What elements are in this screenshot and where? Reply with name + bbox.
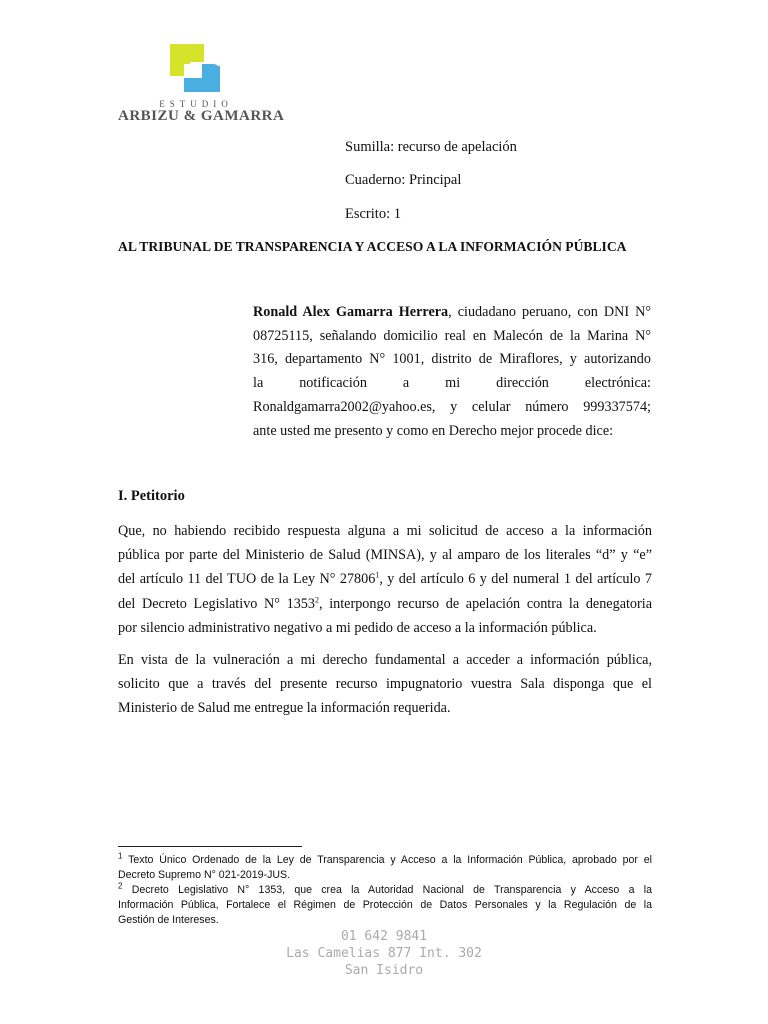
petitioner-name: Ronald Alex Gamarra Herrera <box>253 304 449 320</box>
para2-line-2: solicito que a través del presente recurso impugnatorio vuestra Sala disponga que el <box>118 676 652 693</box>
petitorio-paragraph-1 <box>118 519 652 640</box>
para2-line-1: En vista de la vulneración a mi derecho fundamental a acceder a información pública, <box>118 652 652 668</box>
para1-line-5: por silencio administrativo negativo a mi pedido de acceso a la información pública. <box>118 619 597 636</box>
intro-line-1: Ronald Alex Gamarra Herrera, ciudadano peruano, con DNI N° <box>253 304 651 320</box>
para1-line-4: del Decreto Legislativo N° 1353$^2$, interpongo recurso de apelación contra la denegatoria <box>118 594 652 612</box>
intro-line-3: 316, departamento N° 1001, distrito de Miraflores, y autorizando <box>253 351 651 368</box>
para1-line-3: del artículo 11 del TUO de la Ley N° 27806$^1$, y del artículo 6 y del numeral 1 del artículo 7 <box>118 570 652 588</box>
footnote-ref-2[interactable]: 2 <box>315 594 319 604</box>
logo-firm-name: ARBIZU & GAMARRA <box>118 108 285 124</box>
intro-line-2: 08725115, señalando domicilio real en Malecón de la Marina N° <box>253 327 651 344</box>
footer-district: San Isidro <box>344 963 424 978</box>
footer-phone: 01 642 9841 <box>340 929 428 944</box>
footer-address: Las Camelias 877 Int. 302 <box>286 946 482 961</box>
petitorio-paragraph-2 <box>118 648 652 721</box>
footnote-2-number: 2 <box>118 881 123 891</box>
firm-logo-mark <box>164 42 222 94</box>
footnote-1: $^1$ Texto Único Ordenado de la Ley de Transparencia y Acceso a la Información Pública, aprobado por el Decreto Supremo N° 021-2019-JUS. <box>118 851 652 881</box>
sumilla-line: Sumilla: recurso de apelación <box>345 139 517 155</box>
footnote-ref-1[interactable]: 1 <box>375 570 380 580</box>
intro-paragraph <box>253 301 651 443</box>
para1-line-1: Que, no habiendo recibido respuesta alguna a mi solicitud de acceso a la información <box>118 523 652 539</box>
intro-line-5: Ronaldgamarra2002@yahoo.es, y celular número 999337574; <box>253 398 651 415</box>
footnote-1-number: 1 <box>118 851 123 861</box>
intro-line-6: ante usted me presento y como en Derecho mejor procede dice: <box>253 422 614 439</box>
para2-line-3: Ministerio de Salud me entregue la información requerida. <box>118 700 451 717</box>
document-addressee-heading: AL TRIBUNAL DE TRANSPARENCIA Y ACCESO A LA INFORMACIÓN PÚBLICA <box>118 239 627 254</box>
footnote-separator <box>118 846 302 847</box>
intro-line-4: la notificación a mi dirección electrónica: <box>253 375 651 392</box>
escrito-line: Escrito: 1 <box>345 206 401 222</box>
footnote-2: $^2$ Decreto Legislativo N° 1353, que crea la Autoridad Nacional de Transparencia y Acceso a la Información Pública, Fortalece el Régimen de Protección de Datos Personales y la Regulación de la Gestión de Intereses. <box>118 881 652 926</box>
para1-line-2: pública por parte del Ministerio de Salud (MINSA), y al amparo de los literales “d” y “e” <box>118 547 652 564</box>
logo-estudio-text: ESTUDIO <box>159 99 233 109</box>
section-title-petitorio: I. Petitorio <box>118 488 185 504</box>
cuaderno-line: Cuaderno: Principal <box>345 172 462 188</box>
